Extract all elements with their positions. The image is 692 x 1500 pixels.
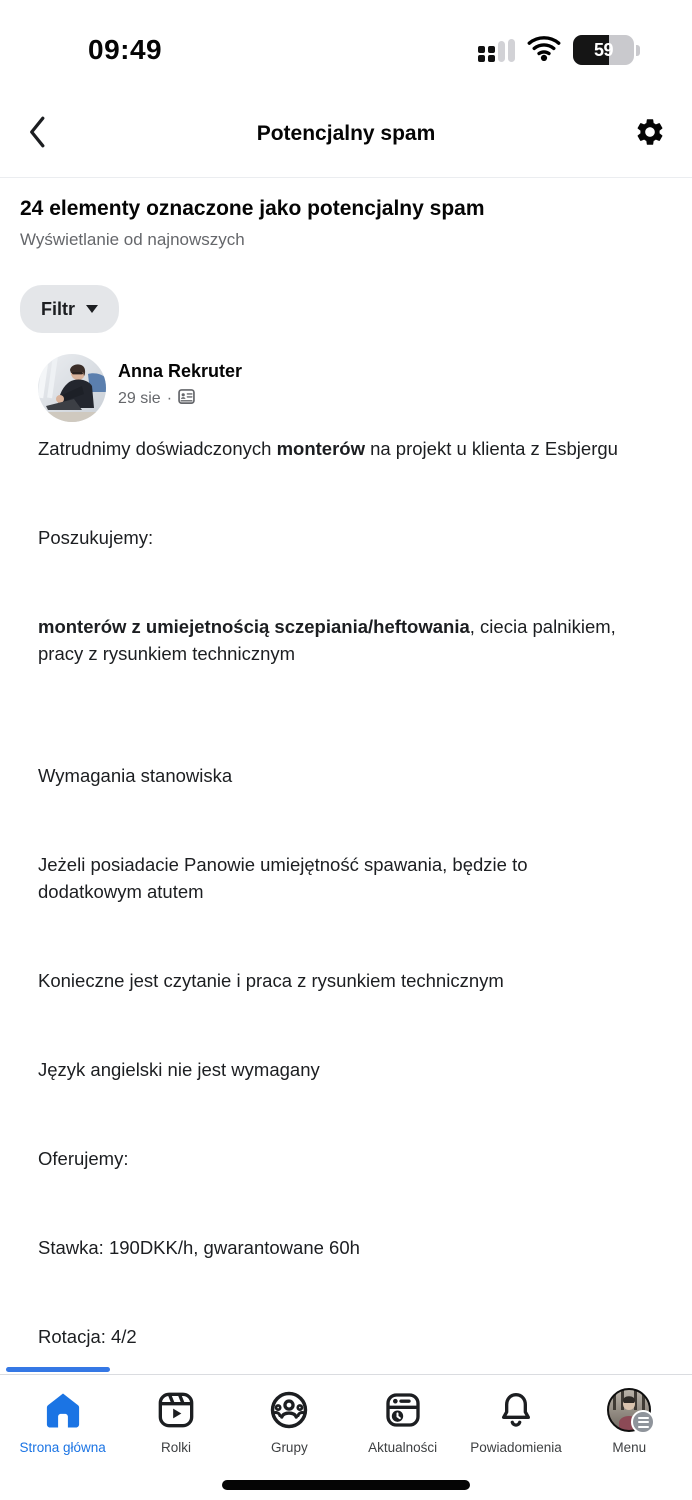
post-paragraph: Jeżeli posiadacie Panowie umiejętność spawania, będzie to dodatkowym atutem [38,854,528,903]
tab-home[interactable] [6,1388,119,1500]
nav-header [0,90,692,178]
status-icons [478,35,640,66]
blue-underline-decoration [6,1367,110,1372]
tab-menu-label: Menu [612,1440,647,1455]
tab-reels-label: Rolki [160,1440,191,1455]
post-paragraph: Poszukujemy: [38,527,154,549]
hamburger-menu-icon [631,1410,655,1434]
post-paragraph: Konieczne jest czytanie i praca z rysunkiem technicznym [38,970,504,992]
bell-icon [496,1388,536,1432]
spam-section-header [0,178,692,333]
filter-button[interactable] [20,285,119,333]
post-paragraph: Zatrudnimy doświadczonych monterów na projekt u klienta z Esbjergu [38,438,618,460]
post-head-text [118,354,242,422]
post-header [38,354,672,422]
section-heading: 24 elementy oznaczone jako potencjalny spam [20,197,485,220]
reels-icon [156,1388,196,1432]
wifi-icon [527,35,561,66]
post-paragraph: Rotacja: 4/2 [38,1326,137,1348]
tab-notifications[interactable] [459,1388,572,1500]
post-paragraph: Wymagania stanowiska [38,765,233,787]
tab-groups-label: Grupy [270,1440,308,1455]
battery-icon [573,35,640,65]
home-icon [42,1388,84,1432]
menu-profile-avatar-icon [607,1388,651,1432]
post-body [38,435,632,1350]
filter-button-label: Filtr [41,298,75,319]
post-author-name[interactable]: Anna Rekruter [118,361,243,382]
post-meta [118,388,242,410]
tab-notifications-label: Powiadomienia [470,1440,562,1455]
section-subheading: Wyświetlanie od najnowszych [20,230,245,250]
back-button[interactable] [26,115,48,152]
back-chevron-icon [26,115,48,152]
news-feed-icon [383,1388,423,1432]
groups-icon [268,1388,310,1432]
post-paragraph: Oferujemy: [38,1148,129,1170]
post-paragraph: monterów z umiejetnością sczepiania/heftowania, ciecia palnikiem, pracy z rysunkiem technicznym [38,616,616,665]
post-paragraph: Język angielski nie jest wymagany [38,1059,320,1081]
chevron-down-icon [86,305,98,313]
battery-percent: 59 [593,39,614,60]
tab-reels[interactable] [119,1388,232,1500]
group-audience-icon [178,388,195,410]
tab-home-label: Strona główna [19,1440,106,1455]
home-indicator[interactable] [222,1480,470,1490]
post-paragraph: Stawka: 190DKK/h, gwarantowane 60h [38,1237,360,1259]
page-title: Potencjalny spam [256,121,436,145]
post-date: 29 sie [118,390,161,408]
gear-icon [634,116,666,151]
status-bar [0,0,692,90]
tab-news-label: Aktualności [368,1440,438,1455]
clock: 09:49 [88,34,163,65]
cellular-signal-icon [478,38,515,62]
post-meta-separator: · [166,390,173,408]
settings-button[interactable] [634,116,666,151]
avatar[interactable] [38,354,106,422]
tab-menu[interactable] [573,1388,686,1500]
